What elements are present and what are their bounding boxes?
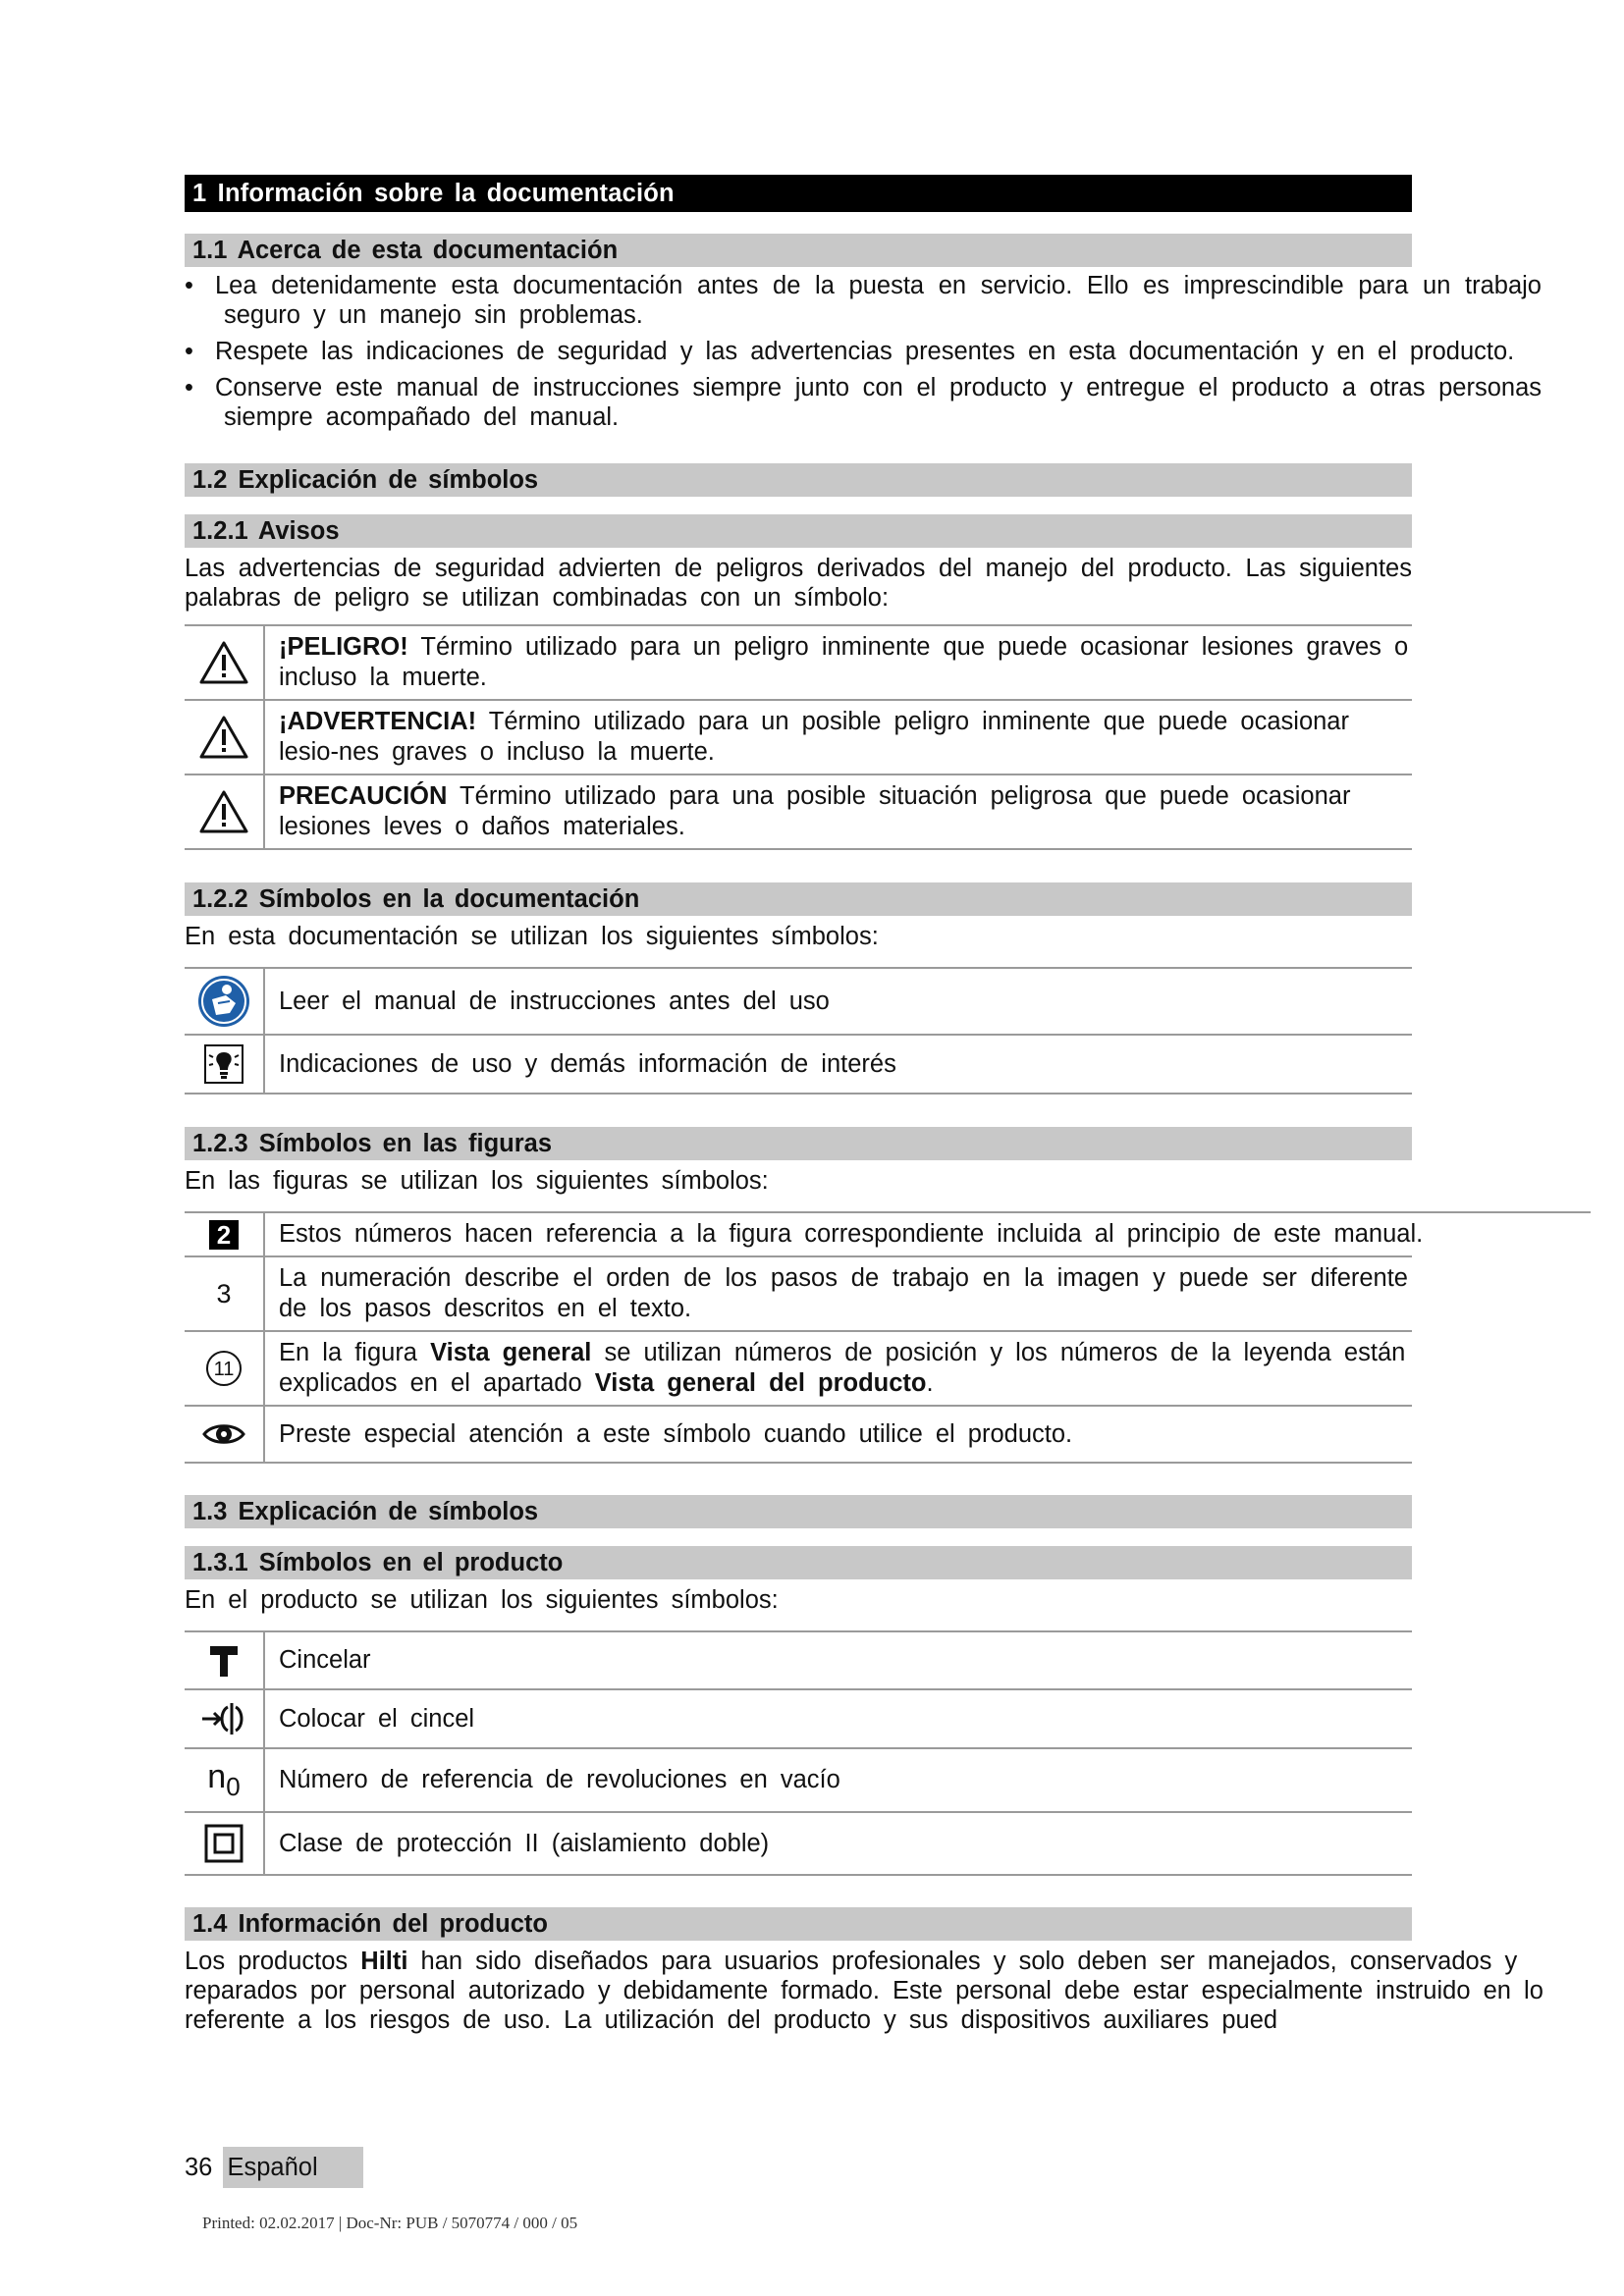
position-number-icon <box>185 1332 265 1405</box>
signal-word: PRECAUCIÓN <box>279 782 448 810</box>
list-item: Estos números hacen referencia a la figura correspondiente incluida al principio de este manual. <box>279 1220 1424 1248</box>
table-row: PRECAUCIÓN Término utilizado para una posible situación peligrosa que puede ocasionar lesiones leves o daños materiales. <box>185 775 1412 850</box>
table-row <box>185 1036 1412 1095</box>
table-row <box>185 1813 1412 1876</box>
table-row <box>185 1257 1412 1332</box>
section-heading-1-2: 1.2 Explicación de símbolos <box>185 463 1412 497</box>
section-heading-1-3-1: 1.3.1 Símbolos en el producto <box>185 1546 1412 1579</box>
language-label: Español <box>223 2147 362 2188</box>
eye-icon <box>185 1407 265 1462</box>
figure-symbols-table <box>185 1211 1591 1464</box>
list-item: • Lea detenidamente esta documentación antes de la puesta en servicio. Ello es imprescindible para un trabajo seguro y un manejo sin problemas. <box>185 272 1542 329</box>
svg-text:11: 11 <box>213 1359 235 1380</box>
bullet-list <box>185 271 1542 432</box>
signal-word: ¡ADVERTENCIA! <box>279 708 477 735</box>
warning-triangle-icon <box>185 701 265 774</box>
list-item: • Conserve este manual de instrucciones siempre junto con el producto y entregue el producto a otras personas siempre acompañado del manual. <box>185 374 1542 431</box>
table-row: ¡ADVERTENCIA! Término utilizado para un posible peligro inminente que puede ocasionar lesio-nes graves o incluso la muerte. <box>185 701 1412 775</box>
brand-name: Hilti <box>360 1948 408 1975</box>
section-heading-1-3: 1.3 Explicación de símbolos <box>185 1495 1412 1528</box>
double-insulation-icon <box>185 1813 265 1874</box>
print-info: Printed: 02.02.2017 | Doc-Nr: PUB / 5070774 / 000 / 05 <box>202 2214 578 2232</box>
doc-symbols-table <box>185 967 1412 1095</box>
list-item: Cincelar <box>279 1646 371 1674</box>
bullet-marker: • <box>185 338 193 365</box>
warning-triangle-icon <box>185 775 265 848</box>
table-row: ¡PELIGRO! Término utilizado para un peligro inminente que puede ocasionar lesiones graves o incluso la muerte. <box>185 626 1412 701</box>
list-item: Indicaciones de uso y demás información de interés <box>279 1049 896 1078</box>
list-item: • Respete las indicaciones de seguridad y las advertencias presentes en esta documentación y en el producto. <box>185 338 1515 365</box>
bullet-marker: • <box>185 272 193 299</box>
warnings-table <box>185 624 1412 850</box>
table-row <box>185 1407 1412 1464</box>
list-item: En la figura Vista general se utilizan números de posición y los números de la leyenda están explicados en el apartado Vista general del producto. <box>279 1339 1406 1397</box>
chiseling-icon <box>185 1632 265 1688</box>
figure-symbols-intro: En las figuras se utilizan los siguientes símbolos: <box>185 1167 769 1195</box>
warnings-intro: Las advertencias de seguridad advierten de peligros derivados del manejo del producto. Las siguientes palabras de peligro se utilizan combinadas con un símbolo: <box>185 555 1412 612</box>
info-tip-icon <box>185 1036 265 1093</box>
section-heading-1-4: 1.4 Información del producto <box>185 1907 1412 1941</box>
list-item: Leer el manual de instrucciones antes del uso <box>279 987 830 1015</box>
chisel-position-icon <box>185 1690 265 1747</box>
list-item: Número de referencia de revoluciones en vacío <box>279 1766 840 1793</box>
table-row <box>185 1213 1424 1257</box>
section-heading-1-1: 1.1 Acerca de esta documentación <box>185 234 1412 267</box>
rated-speed-icon: $n_0$ <box>185 1749 265 1811</box>
table-row <box>185 1332 1412 1407</box>
product-info-paragraph: Los productos Hilti han sido diseñados para usuarios profesionales y solo deben ser manejados, conservados y reparados por personal autorizado y debidamente formado. Este personal debe estar especialmente instruido en lo referente a los riesgos de uso. La utilización del producto y sus dispositivos auxiliares pued <box>185 1948 1543 2034</box>
page-footer <box>185 2147 363 2188</box>
signal-word: ¡PELIGRO! <box>279 633 408 661</box>
table-row <box>185 1690 1412 1749</box>
section-heading-1-2-2: 1.2.2 Símbolos en la documentación <box>185 882 1412 916</box>
section-heading-1-2-1: 1.2.1 Avisos <box>185 514 1412 548</box>
warning-triangle-icon <box>185 626 265 699</box>
doc-symbols-intro: En esta documentación se utilizan los siguientes símbolos: <box>185 923 879 950</box>
bullet-marker: • <box>185 374 193 401</box>
step-number-icon: 3 <box>185 1257 265 1330</box>
list-item: La numeración describe el orden de los pasos de trabajo en la imagen y puede ser diferente de los pasos descritos en el texto. <box>279 1264 1408 1322</box>
section-heading-1-2-3: 1.2.3 Símbolos en las figuras <box>185 1127 1412 1160</box>
list-item: Colocar el cincel <box>279 1704 475 1733</box>
list-item: Preste especial atención a este símbolo cuando utilice el producto. <box>279 1419 1073 1448</box>
product-symbols-intro: En el producto se utilizan los siguientes símbolos: <box>185 1586 779 1614</box>
read-manual-icon <box>185 969 265 1034</box>
figure-number-icon: 2 <box>185 1213 265 1255</box>
table-row <box>185 969 1412 1036</box>
product-symbols-table <box>185 1630 1412 1876</box>
table-row <box>185 1632 1412 1690</box>
page-content <box>185 175 1543 2035</box>
page-number: 36 <box>185 2154 213 2181</box>
chapter-heading: 1 Información sobre la documentación <box>185 175 1412 212</box>
table-row <box>185 1749 1412 1813</box>
list-item: Clase de protección II (aislamiento doble) <box>279 1829 770 1857</box>
